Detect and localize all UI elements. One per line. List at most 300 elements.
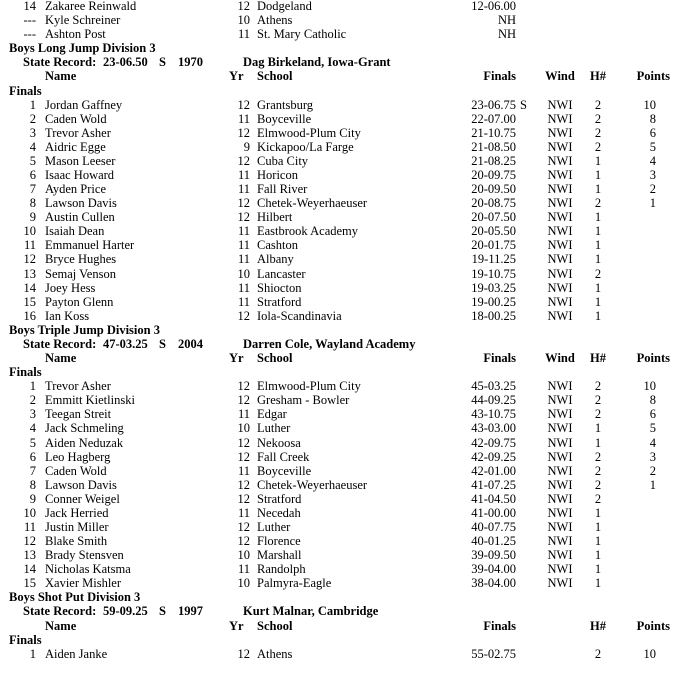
state-record [0, 337, 675, 351]
school-name: Cashton [257, 238, 298, 253]
event-title-text: Boys Triple Jump Division 3 [9, 322, 160, 337]
athlete-name: Lawson Davis [45, 196, 117, 211]
header-heat: H# [590, 618, 606, 633]
year: 11 [237, 224, 250, 239]
year: 12 [237, 477, 250, 492]
state-record [0, 604, 675, 618]
school-name: Nekoosa [257, 435, 301, 450]
points: 6 [649, 407, 656, 422]
place: 8 [29, 196, 36, 211]
heat: 1 [594, 224, 602, 239]
heat: 1 [594, 252, 602, 267]
column-headers [0, 351, 675, 365]
heat: 1 [594, 308, 602, 323]
heat: 2 [594, 646, 602, 661]
athlete-name: Justin Miller [45, 520, 109, 534]
year: 11 [237, 463, 250, 478]
school-name: Stratford [257, 491, 302, 506]
wind: NWI [547, 435, 573, 450]
record-year: 1997 [178, 604, 203, 619]
place: 1 [29, 379, 36, 394]
place: --- [23, 27, 36, 42]
wind: NWI [547, 407, 573, 422]
heat: 2 [594, 196, 602, 211]
heat: 1 [594, 520, 602, 534]
record-mark: 23-06.50 [103, 55, 148, 70]
finals-mark: 41-00.00 [471, 505, 516, 520]
athlete-name: Semaj Venson [45, 266, 116, 281]
wind: NWI [547, 210, 573, 225]
year: 12 [237, 125, 250, 140]
event-title-text: Boys Shot Put Division 3 [9, 590, 141, 605]
school-name: Elmwood-Plum City [257, 125, 361, 140]
result-row [0, 379, 675, 393]
header-points: Points [636, 351, 670, 365]
athlete-name: Caden Wold [45, 463, 107, 478]
finals-mark: 20-08.75 [471, 196, 516, 211]
result-row [0, 0, 675, 13]
athlete-name: Zakaree Reinwald [45, 0, 137, 13]
result-row [0, 252, 675, 266]
place: 13 [23, 548, 36, 563]
school-name: Marshall [257, 548, 302, 563]
heat: 1 [594, 280, 602, 295]
place: 5 [29, 435, 36, 450]
school-name: Chetek-Weyerhaeuser [257, 477, 368, 492]
header-yr: Yr [229, 69, 244, 84]
school-name: Horicon [257, 168, 298, 182]
record-label: State Record: [23, 55, 97, 70]
wind: NWI [547, 534, 573, 548]
athlete-name: Teegan Streit [45, 407, 112, 422]
record-holder: Darren Cole, Wayland Academy [243, 336, 416, 351]
place: 13 [23, 266, 36, 281]
wind: NWI [547, 294, 573, 309]
finals-mark: 20-05.50 [471, 224, 516, 239]
heat: 2 [594, 491, 602, 506]
year: 9 [243, 139, 250, 154]
result-row [0, 534, 675, 548]
header-finals: Finals [483, 351, 516, 365]
result-row [0, 98, 675, 112]
event-title-text: Boys Long Jump Division 3 [9, 41, 156, 56]
year: 12 [237, 534, 250, 548]
record-flag: S [159, 55, 166, 70]
school-name: Stratford [257, 294, 302, 309]
athlete-name: Ian Koss [45, 308, 90, 323]
result-row [0, 295, 675, 309]
place: --- [23, 13, 36, 28]
result-row [0, 168, 675, 182]
heat: 2 [594, 379, 602, 394]
result-row [0, 281, 675, 295]
heat: 1 [594, 576, 602, 591]
finals-mark: 23-06.75 [471, 97, 516, 112]
athlete-name: Kyle Schreiner [45, 13, 121, 28]
school-name: Elmwood-Plum City [257, 379, 361, 394]
wind: NWI [547, 111, 573, 126]
result-row [0, 112, 675, 126]
result-row [0, 154, 675, 168]
place: 8 [29, 477, 36, 492]
place: 15 [23, 294, 36, 309]
wind: NWI [547, 168, 573, 182]
record-mark: 59-09.25 [103, 604, 148, 619]
record-year: 2004 [178, 336, 203, 351]
result-row [0, 309, 675, 323]
place: 9 [29, 491, 36, 506]
wind: NWI [547, 491, 573, 506]
heat: 2 [594, 477, 602, 492]
points: 5 [649, 421, 656, 436]
place: 6 [29, 449, 36, 464]
header-name: Name [45, 69, 77, 84]
header-school: School [257, 618, 293, 633]
result-row [0, 267, 675, 281]
athlete-name: Nicholas Katsma [45, 562, 131, 577]
place: 2 [29, 393, 36, 408]
place: 2 [29, 111, 36, 126]
finals-mark: 20-09.50 [471, 182, 516, 196]
round-label [0, 84, 675, 98]
school-name: Athens [257, 646, 293, 661]
finals-mark: 22-07.00 [471, 111, 516, 126]
school-name: Albany [257, 252, 294, 267]
heat: 2 [594, 463, 602, 478]
wind: NWI [547, 153, 573, 168]
finals-mark: 18-00.25 [471, 308, 516, 323]
points: 1 [649, 477, 656, 492]
school-name: Florence [257, 534, 301, 548]
school-name: Boyceville [257, 463, 312, 478]
finals-mark: 43-10.75 [471, 407, 516, 422]
year: 10 [237, 576, 250, 591]
athlete-name: Aidric Egge [45, 139, 106, 154]
wind: NWI [547, 477, 573, 492]
year: 11 [237, 111, 250, 126]
school-name: Hilbert [257, 210, 293, 225]
finals-mark: 41-04.50 [471, 491, 516, 506]
school-name: Luther [257, 520, 291, 534]
points: 10 [643, 97, 656, 112]
record-label: State Record: [23, 604, 97, 619]
place: 11 [23, 238, 36, 253]
year: 11 [237, 252, 250, 267]
wind: NWI [547, 576, 573, 591]
athlete-name: Brady Stensven [45, 548, 124, 563]
points: 10 [643, 646, 656, 661]
place: 7 [29, 463, 36, 478]
place: 1 [29, 97, 36, 112]
year: 10 [237, 13, 250, 28]
points: 8 [649, 393, 656, 408]
result-row [0, 562, 675, 576]
header-wind: Wind [545, 351, 575, 365]
result-row [0, 450, 675, 464]
place: 9 [29, 210, 36, 225]
wind: NWI [547, 449, 573, 464]
school-name: Iola-Scandinavia [257, 308, 342, 323]
school-name: St. Mary Catholic [257, 27, 347, 42]
wind: NWI [547, 224, 573, 239]
header-points: Points [636, 618, 670, 633]
school-name: Edgar [257, 407, 287, 422]
year: 10 [237, 421, 250, 436]
header-yr: Yr [229, 618, 244, 633]
place: 4 [29, 421, 36, 436]
place: 3 [29, 125, 36, 140]
school-name: Cuba City [257, 153, 309, 168]
year: 12 [237, 0, 250, 13]
finals-mark: 42-09.75 [471, 435, 516, 450]
place: 15 [23, 576, 36, 591]
athlete-name: Trevor Asher [45, 125, 111, 140]
year: 12 [237, 196, 250, 211]
header-heat: H# [590, 351, 606, 365]
school-name: Fall River [257, 182, 308, 196]
year: 12 [237, 520, 250, 534]
result-row [0, 393, 675, 407]
record-mark: 47-03.25 [103, 336, 148, 351]
year: 11 [237, 562, 250, 577]
result-row [0, 407, 675, 421]
athlete-name: Ashton Post [45, 27, 106, 42]
wind: NWI [547, 421, 573, 436]
result-row [0, 126, 675, 140]
points: 4 [649, 153, 656, 168]
points: 2 [649, 463, 656, 478]
event-title [0, 323, 675, 337]
heat: 2 [594, 266, 602, 281]
result-row [0, 520, 675, 534]
header-wind: Wind [545, 69, 575, 84]
school-name: Luther [257, 421, 291, 436]
place: 10 [23, 505, 36, 520]
record-year: 1970 [178, 55, 203, 70]
wind: NWI [547, 520, 573, 534]
record-holder: Kurt Malnar, Cambridge [243, 604, 379, 619]
wind: NWI [547, 308, 573, 323]
place: 14 [23, 0, 36, 13]
points: 8 [649, 111, 656, 126]
finals-mark: 20-07.50 [471, 210, 516, 225]
heat: 1 [594, 182, 602, 196]
event-title [0, 590, 675, 604]
athlete-name: Xavier Mishler [45, 576, 122, 591]
year: 11 [237, 238, 250, 253]
column-headers [0, 619, 675, 633]
athlete-name: Lawson Davis [45, 477, 117, 492]
year: 11 [237, 294, 250, 309]
wind: NWI [547, 463, 573, 478]
athlete-name: Ayden Price [45, 182, 106, 196]
year: 12 [237, 153, 250, 168]
finals-mark: 19-03.25 [471, 280, 516, 295]
heat: 2 [594, 393, 602, 408]
record-flag: S [159, 336, 166, 351]
wind: NWI [547, 125, 573, 140]
finals-mark: 42-09.25 [471, 449, 516, 464]
event-title [0, 41, 675, 55]
place: 11 [23, 520, 36, 534]
result-row [0, 478, 675, 492]
year: 11 [237, 27, 250, 42]
year: 11 [237, 407, 250, 422]
wind: NWI [547, 252, 573, 267]
points: 10 [643, 379, 656, 394]
round-label [0, 365, 675, 379]
finals-mark: 19-00.25 [471, 294, 516, 309]
heat: 1 [594, 210, 602, 225]
year: 12 [237, 491, 250, 506]
school-name: Dodgeland [257, 0, 312, 13]
year: 12 [237, 393, 250, 408]
result-row [0, 182, 675, 196]
place: 1 [29, 646, 36, 661]
round-label-text: Finals [9, 83, 42, 98]
wind: NWI [547, 139, 573, 154]
header-yr: Yr [229, 351, 244, 365]
result-row [0, 27, 675, 41]
year: 11 [237, 505, 250, 520]
athlete-name: Isaiah Dean [45, 224, 105, 239]
record-flag: S [159, 604, 166, 619]
athlete-name: Leo Hagberg [45, 449, 111, 464]
finals-mark: 19-11.25 [471, 252, 516, 267]
heat: 2 [594, 449, 602, 464]
finals-mark: 19-10.75 [471, 266, 516, 281]
athlete-name: Blake Smith [45, 534, 108, 548]
header-school: School [257, 69, 293, 84]
heat: 2 [594, 407, 602, 422]
athlete-name: Joey Hess [45, 280, 96, 295]
finals-mark: 20-01.75 [471, 238, 516, 253]
points: 1 [649, 196, 656, 211]
school-name: Necedah [257, 505, 301, 520]
heat: 1 [594, 238, 602, 253]
heat: 1 [594, 421, 602, 436]
finals-mark: 12-06.00 [471, 0, 516, 13]
place: 16 [23, 308, 36, 323]
result-row [0, 196, 675, 210]
heat: 1 [594, 562, 602, 577]
round-label [0, 633, 675, 647]
result-row [0, 421, 675, 435]
heat: 1 [594, 435, 602, 450]
year: 10 [237, 266, 250, 281]
finals-mark: 55-02.75 [471, 646, 516, 661]
round-label-text: Finals [9, 632, 42, 647]
year: 12 [237, 97, 250, 112]
athlete-name: Mason Leeser [45, 153, 116, 168]
finals-mark: 39-04.00 [471, 562, 516, 577]
school-name: Boyceville [257, 111, 312, 126]
result-row [0, 576, 675, 590]
finals-mark: 42-01.00 [471, 463, 516, 478]
heat: 2 [594, 125, 602, 140]
wind: NWI [547, 505, 573, 520]
header-finals: Finals [483, 69, 516, 84]
wind: NWI [547, 280, 573, 295]
school-name: Athens [257, 13, 293, 28]
year: 10 [237, 548, 250, 563]
heat: 2 [594, 139, 602, 154]
place: 10 [23, 224, 36, 239]
points: 3 [649, 449, 656, 464]
finals-mark: 40-01.25 [471, 534, 516, 548]
school-name: Gresham - Bowler [257, 393, 350, 408]
school-name: Chetek-Weyerhaeuser [257, 196, 368, 211]
finals-mark: 21-08.25 [471, 153, 516, 168]
result-row [0, 506, 675, 520]
heat: 1 [594, 534, 602, 548]
record-holder: Dag Birkeland, Iowa-Grant [243, 55, 391, 70]
year: 12 [237, 210, 250, 225]
wind: NWI [547, 196, 573, 211]
place: 6 [29, 168, 36, 182]
result-row [0, 238, 675, 252]
year: 11 [237, 280, 250, 295]
state-record [0, 55, 675, 69]
header-finals: Finals [483, 618, 516, 633]
heat: 2 [594, 97, 602, 112]
year: 11 [237, 182, 250, 196]
athlete-name: Austin Cullen [45, 210, 115, 225]
school-name: Randolph [257, 562, 306, 577]
finals-mark: 43-03.00 [471, 421, 516, 436]
year: 12 [237, 435, 250, 450]
year: 11 [237, 168, 250, 182]
finals-mark: 45-03.25 [471, 379, 516, 394]
finals-mark: 38-04.00 [471, 576, 516, 591]
points: 5 [649, 139, 656, 154]
year: 12 [237, 449, 250, 464]
heat: 2 [594, 111, 602, 126]
record-label: State Record: [23, 336, 97, 351]
record-flag: S [520, 97, 527, 112]
finals-mark: 44-09.25 [471, 393, 516, 408]
result-row [0, 464, 675, 478]
column-headers [0, 69, 675, 83]
school-name: Grantsburg [257, 97, 314, 112]
header-points: Points [636, 69, 670, 84]
athlete-name: Aiden Neduzak [45, 435, 124, 450]
athlete-name: Trevor Asher [45, 379, 111, 394]
result-row [0, 548, 675, 562]
school-name: Fall Creek [257, 449, 310, 464]
header-name: Name [45, 351, 77, 365]
result-row [0, 210, 675, 224]
athlete-name: Caden Wold [45, 111, 107, 126]
school-name: Lancaster [257, 266, 306, 281]
result-row [0, 13, 675, 27]
athlete-name: Jordan Gaffney [45, 97, 123, 112]
points: 2 [649, 182, 656, 196]
wind: NWI [547, 266, 573, 281]
result-row [0, 436, 675, 450]
finals-mark: NH [497, 27, 516, 42]
athlete-name: Conner Weigel [45, 491, 120, 506]
result-row [0, 224, 675, 238]
athlete-name: Payton Glenn [45, 294, 114, 309]
finals-mark: 20-09.75 [471, 168, 516, 182]
header-school: School [257, 351, 293, 365]
year: 12 [237, 379, 250, 394]
header-name: Name [45, 618, 77, 633]
school-name: Kickapoo/La Farge [257, 139, 354, 154]
school-name: Palmyra-Eagle [257, 576, 332, 591]
heat: 1 [594, 505, 602, 520]
